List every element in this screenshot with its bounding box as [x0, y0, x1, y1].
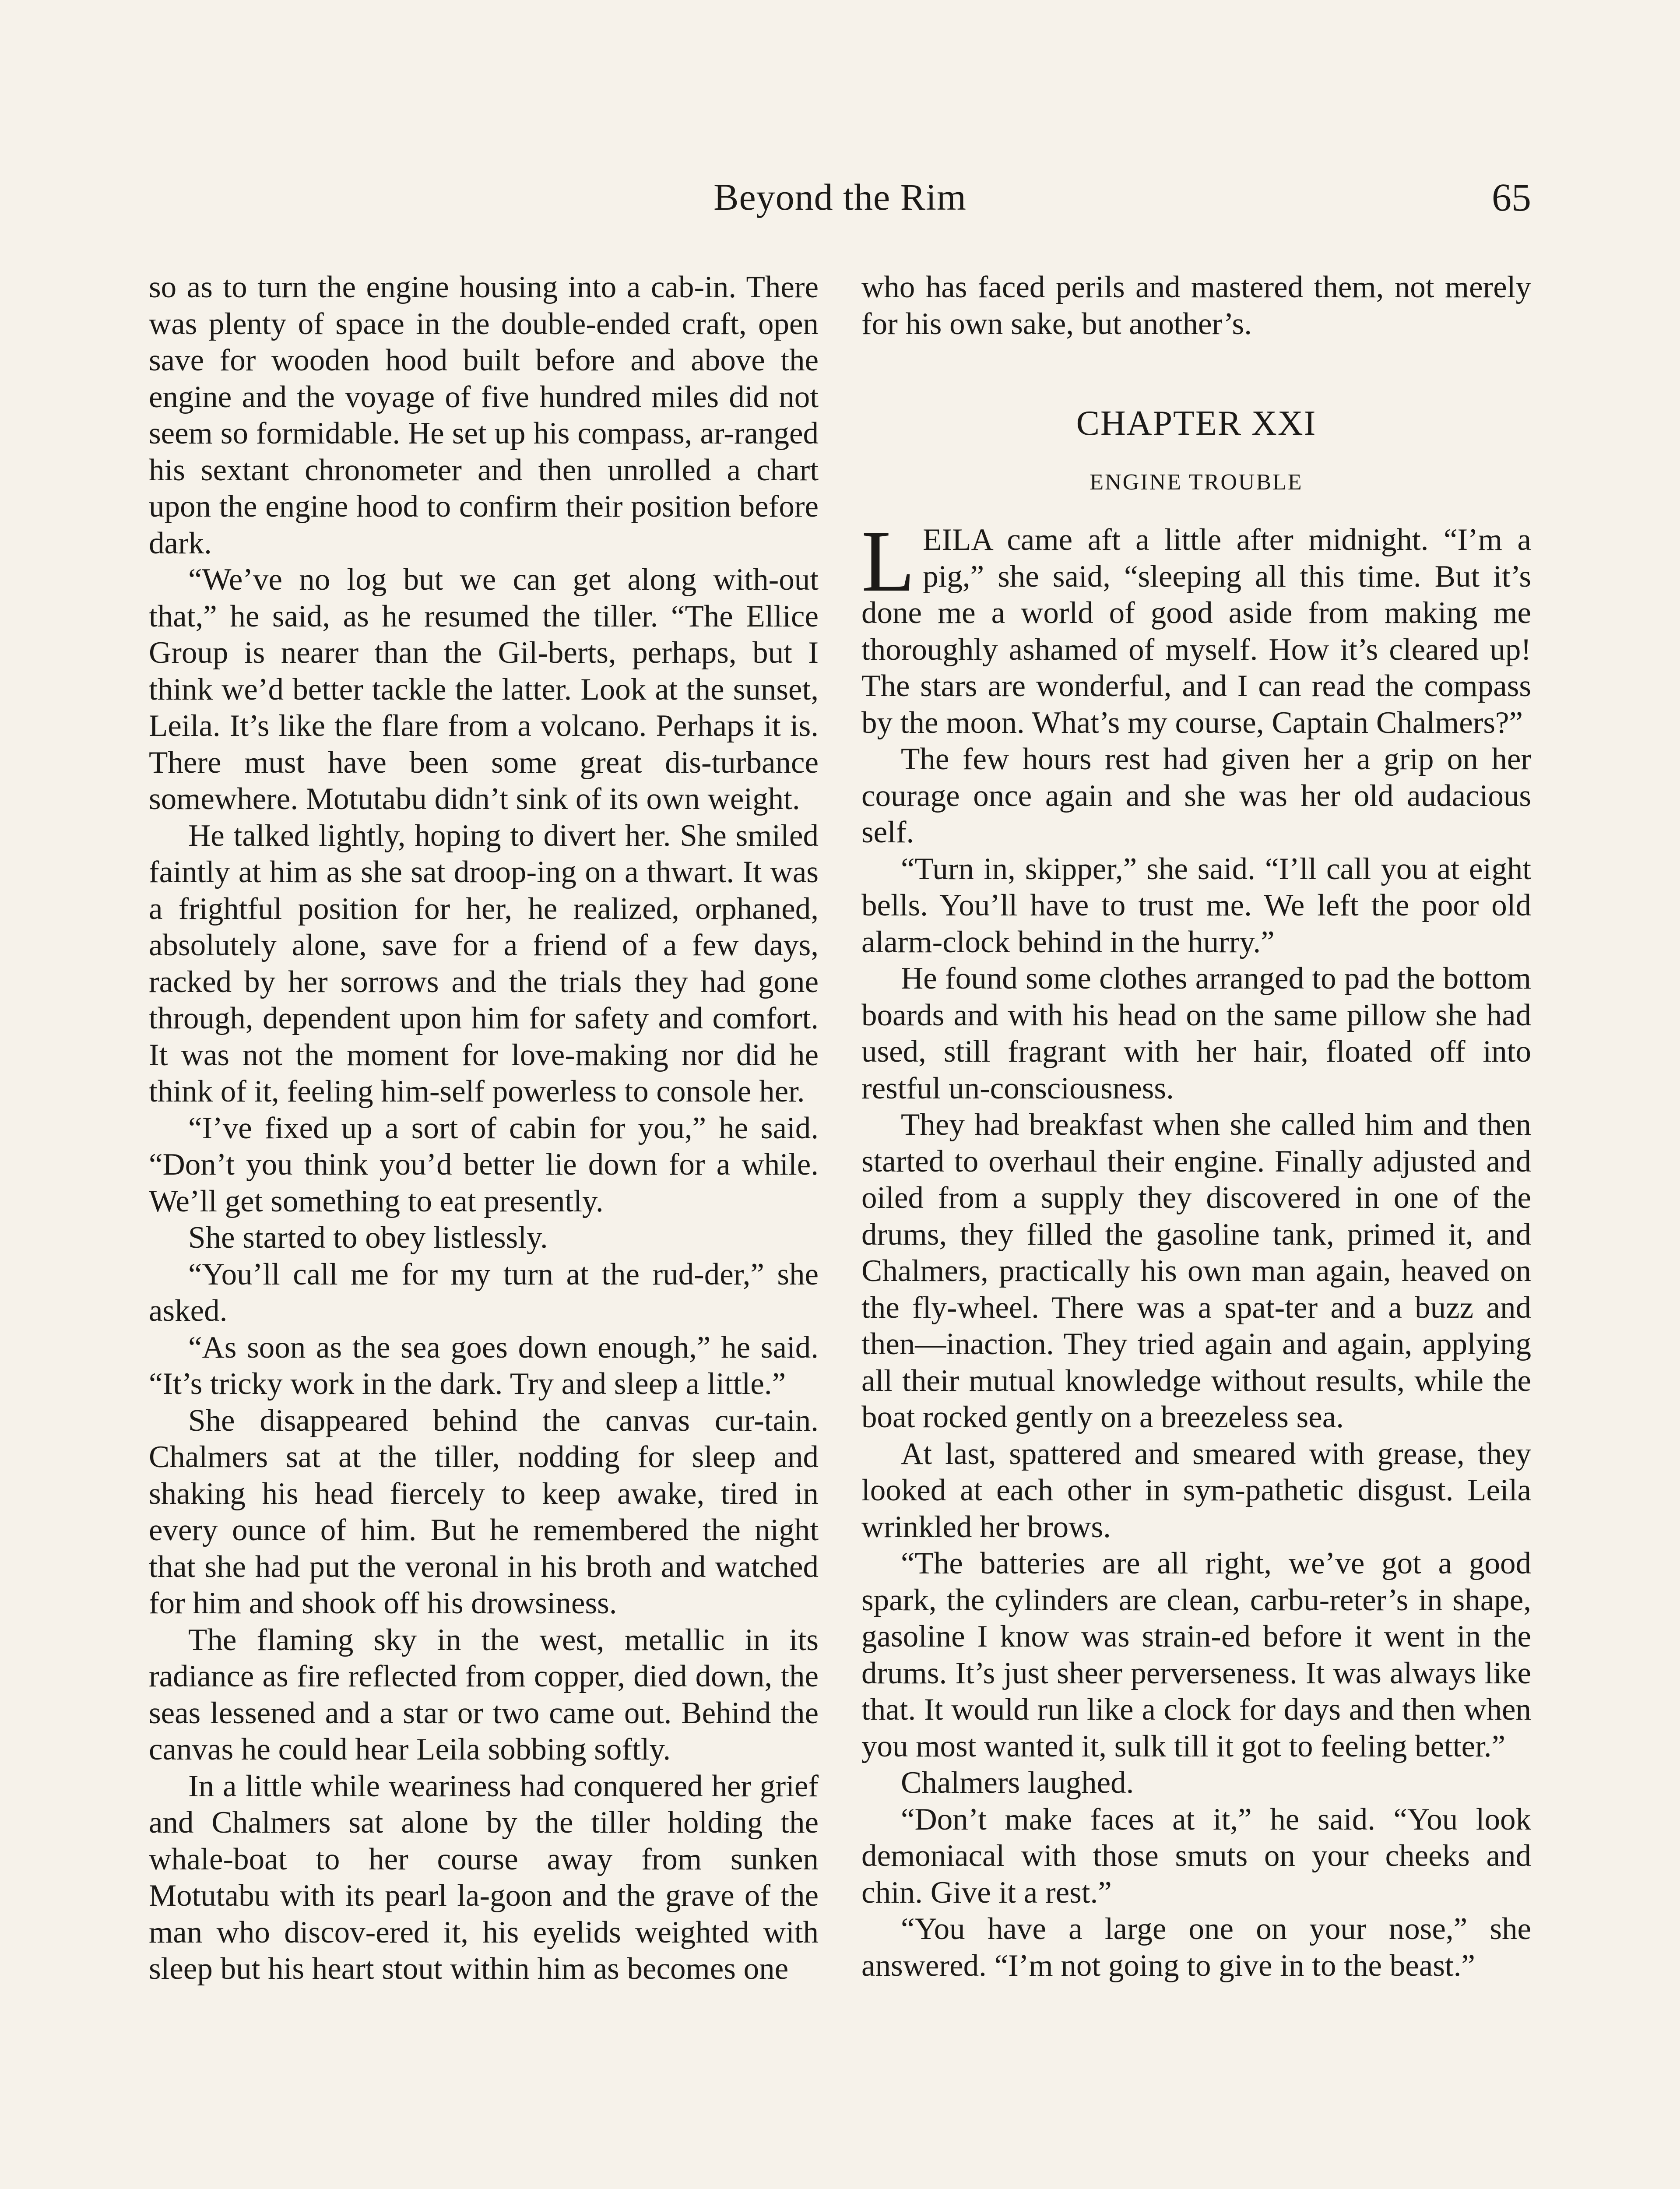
right-column [861, 269, 1531, 1984]
paragraph: “You’ll call me for my turn at the rud-der,” she asked. [149, 1257, 819, 1328]
running-title: Beyond the Rim [713, 176, 967, 218]
page-number: 65 [1492, 176, 1531, 219]
chapter-title: CHAPTER XXI [1076, 404, 1317, 443]
paragraph: “I’ve fixed up a sort of cabin for you,” he said. “Don’t you think you’d better lie down for a while. We’ll get something to eat presently. [149, 1111, 819, 1218]
continuation-paragraph: who has faced perils and mastered them, not merely for his own sake, but another’s. [861, 270, 1531, 341]
paragraph: At last, spattered and smeared with grease, they looked at each other in sym-pathetic disgust. Leila wrinkled her brows. [861, 1436, 1531, 1544]
paragraph: He talked lightly, hoping to divert her. She smiled faintly at him as she sat droop-ing on a thwart. It was a frightful position for her, he realized, orphaned, absolutely alone, save for a friend of a few days, racked by her sorrows and the trials they had gone through, dependent upon him for safety and comfort. It was not the moment for love-making nor did he think of it, feeling him-self powerless to console her. [149, 818, 819, 1109]
paragraph: The few hours rest had given her a grip on her courage once again and she was her old audacious self. [861, 742, 1531, 849]
paragraph: “The batteries are all right, we’ve got a good spark, the cylinders are clean, carbu-reter’s in shape, gasoline I know was strain-ed before it went in the drums. It’s just sheer perverseness. It was always like that. It would run like a clock for days and then when you most wanted it, sulk till it got to feeling better.” [861, 1546, 1531, 1763]
paragraph: She started to obey listlessly. [188, 1221, 548, 1255]
paragraph: They had breakfast when she called him and then started to overhaul their engine. Finally adjusted and oiled from a supply they discovered in one of the drums, they filled the gasoline tank, primed it, and Chalmers, practically his own man again, heaved on the fly-wheel. There was a spat-ter and a buzz and then—inaction. They tried again and again, applying all their mutual knowledge without results, while the boat rocked gently on a breezeless sea. [861, 1108, 1531, 1434]
opening-paragraph [861, 513, 1531, 741]
drop-cap: L [861, 513, 915, 610]
opening-paragraph-text: EILA came aft a little after midnight. “I’m a pig,” she said, “sleeping all this time. But it’s done me a world of good aside from making me thoroughly ashamed of myself. How it’s cleared up! The stars are wonderful, and I can read the compass by the moon. What’s my course, Captain Chalmers?” [861, 523, 1531, 740]
paragraph: “Don’t make faces at it,” he said. “You look demoniacal with those smuts on your cheeks and chin. Give it a rest.” [861, 1802, 1531, 1910]
paragraph: “We’ve no log but we can get along with-out that,” he said, as he resumed the tiller. “The Ellice Group is nearer than the Gil-berts, perhaps, but I think we’d better tackle the latter. Look at the sunset, Leila. It’s like the flare from a volcano. Perhaps it is. There must have been some great dis-turbance somewhere. Motutabu didn’t sink of its own weight. [149, 563, 819, 816]
chapter-subtitle: ENGINE TROUBLE [1090, 470, 1303, 495]
paragraph: In a little while weariness had conquered her grief and Chalmers sat alone by the tiller holding the whale-boat to her course away from sunken Motutabu with its pearl la-goon and the grave of the man who discov-ered it, his eyelids weighted with sleep but his heart stout within him as becomes one [149, 1769, 819, 1986]
paragraph: She disappeared behind the canvas cur-tain. Chalmers sat at the tiller, nodding for sleep and shaking his head fiercely to keep awake, tired in every ounce of him. But he remembered the night that she had put the veronal in his broth and watched for him and shook off his drowsiness. [149, 1403, 819, 1620]
paragraph: “You have a large one on your nose,” she answered. “I’m not going to give in to the beast.” [861, 1912, 1531, 1983]
paragraph: The flaming sky in the west, metallic in its radiance as fire reflected from copper, died down, the seas lessened and a star or two came out. Behind the canvas he could hear Leila sobbing softly. [149, 1622, 819, 1767]
left-column [149, 269, 819, 1988]
paragraph: He found some clothes arranged to pad the bottom boards and with his head on the same pillow she had used, still fragrant with her hair, floated off into restful un-consciousness. [861, 961, 1531, 1105]
running-head [149, 175, 1531, 228]
paragraph: Chalmers laughed. [901, 1766, 1134, 1800]
paragraph: “Turn in, skipper,” she said. “I’ll call you at eight bells. You’ll have to trust me. We left the poor old alarm-clock behind in the hurry.” [861, 852, 1531, 959]
paragraph: so as to turn the engine housing into a cab-in. There was plenty of space in the double-ended craft, open save for wooden hood built before and above the engine and the voyage of five hundred miles did not seem so formidable. He set up his compass, ar-ranged his sextant chronometer and then unrolled a chart upon the engine hood to confirm their position before dark. [149, 270, 819, 560]
paragraph: “As soon as the sea goes down enough,” he said. “It’s tricky work in the dark. Try and sleep a little.” [149, 1330, 819, 1401]
